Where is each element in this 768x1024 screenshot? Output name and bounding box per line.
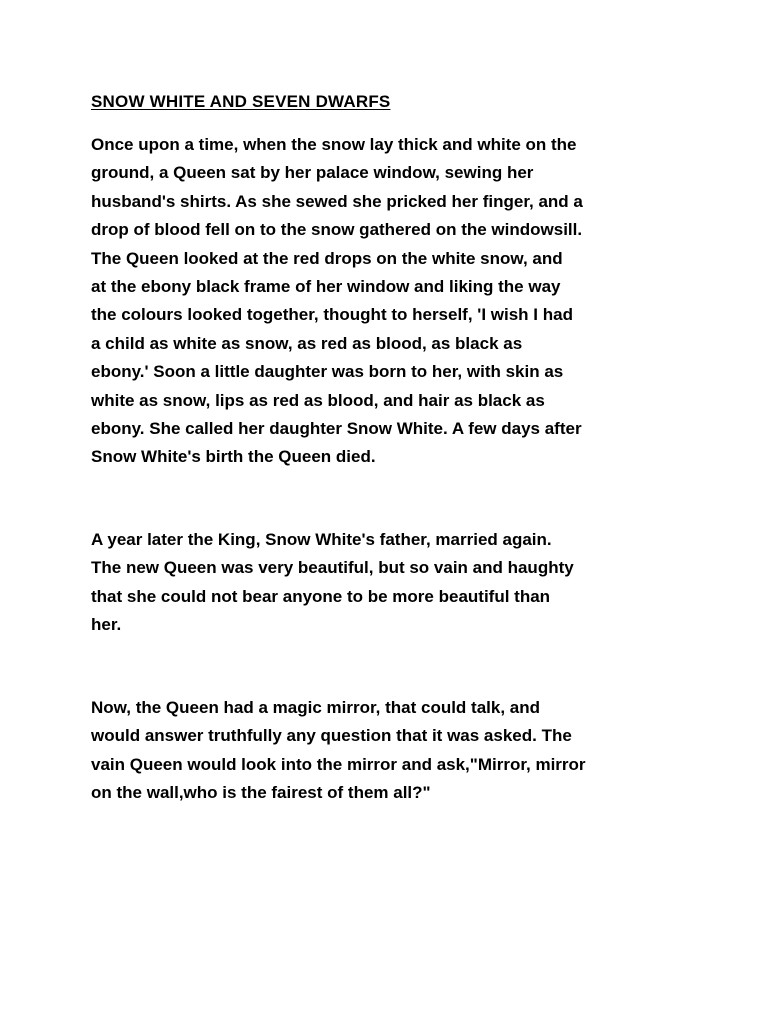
paragraph-line: white as snow, lips as red as blood, and hair as black as xyxy=(91,390,545,410)
paragraph-line: vain Queen would look into the mirror and ask,"Mirror, mirror xyxy=(91,754,586,774)
document-title: SNOW WHITE AND SEVEN DWARFS xyxy=(91,92,391,111)
paragraph-line: ebony.' Soon a little daughter was born to her, with skin as xyxy=(91,362,564,382)
paragraph-line: ground, a Queen sat by her palace window, sewing her xyxy=(91,163,534,183)
paragraph-line: at the ebony black frame of her window and liking the way xyxy=(91,277,561,297)
paragraph-line: The Queen looked at the red drops on the white snow, and xyxy=(91,248,563,268)
paragraph-line: on the wall,who is the fairest of them all?" xyxy=(91,783,431,803)
paragraph-3 xyxy=(91,694,691,808)
paragraph-line: ebony. She called her daughter Snow White. A few days after xyxy=(91,419,582,439)
paragraph-line: the colours looked together, thought to herself, 'I wish I had xyxy=(91,305,573,325)
paragraph-line: her. xyxy=(91,615,122,635)
paragraph-line: A year later the King, Snow White's father, married again. xyxy=(91,530,552,549)
paragraph-line: drop of blood fell on to the snow gathered on the windowsill. xyxy=(91,220,583,240)
paragraph-line: Once upon a time, when the snow lay thick and white on the xyxy=(91,135,577,154)
paragraph-line: that she could not bear anyone to be more beautiful than xyxy=(91,586,551,606)
paragraph-line: The new Queen was very beautiful, but so vain and haughty xyxy=(91,558,574,578)
paragraph-line: husband's shirts. As she sewed she pricked her finger, and a xyxy=(91,191,583,211)
paragraph-2 xyxy=(91,526,691,640)
paragraph-line: would answer truthfully any question that it was asked. The xyxy=(91,726,572,746)
paragraph-1 xyxy=(91,131,691,472)
paragraph-line: Now, the Queen had a magic mirror, that could talk, and xyxy=(91,698,541,717)
paragraph-line: a child as white as snow, as red as blood, as black as xyxy=(91,333,523,353)
paragraph-line: Snow White's birth the Queen died. xyxy=(91,447,376,467)
